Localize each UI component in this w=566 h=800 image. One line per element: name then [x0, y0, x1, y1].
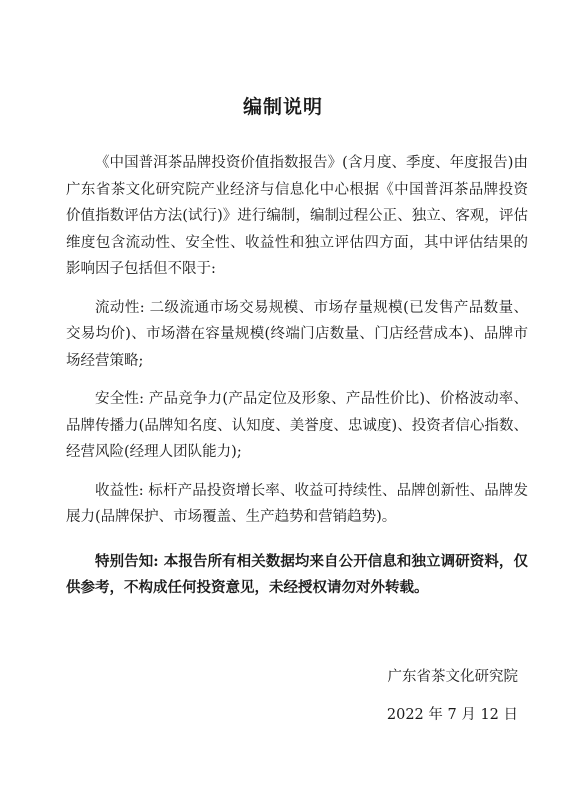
intro-paragraph: 《中国普洱茶品牌投资价值指数报告》(含月度、季度、年度报告)由广东省茶文化研究院产业经济与信息化中心根据《中国普洱茶品牌投资价值指数评估方法(试行)》进行编制，编制过程公正、独立、客观，评估维度包含流动性、安全性、收益性和独立评估四方面，其中评估结果的影响因子包括但不限于:	[66, 155, 528, 277]
signature-block	[318, 664, 518, 728]
document-body	[66, 150, 528, 614]
signature-date: 2022 年 7 月 12 日	[386, 707, 518, 723]
signature-organization: 广东省茶文化研究院	[387, 669, 518, 685]
return-paragraph: 收益性: 标杆产品投资增长率、收益可持续性、品牌创新性、品牌发展力(品牌保护、市场覆盖、生产趋势和营销趋势)。	[66, 482, 528, 525]
liquidity-paragraph: 流动性: 二级流通市场交易规模、市场存量规模(已发售产品数量、交易均价)、市场潜在容量规模(终端门店数量、门店经营成本)、品牌市场经营策略;	[66, 299, 528, 369]
safety-paragraph: 安全性: 产品竞争力(产品定位及形象、产品性价比)、价格波动率、品牌传播力(品牌知名度、认知度、美誉度、忠诚度)、投资者信心指数、经营风险(经理人团队能力);	[66, 391, 528, 460]
special-notice: 特别告知: 本报告所有相关数据均来自公开信息和独立调研资料，仅供参考，不构成任何投资意见，未经授权请勿对外转载。	[66, 552, 528, 596]
document-title: 编制说明	[242, 96, 323, 118]
